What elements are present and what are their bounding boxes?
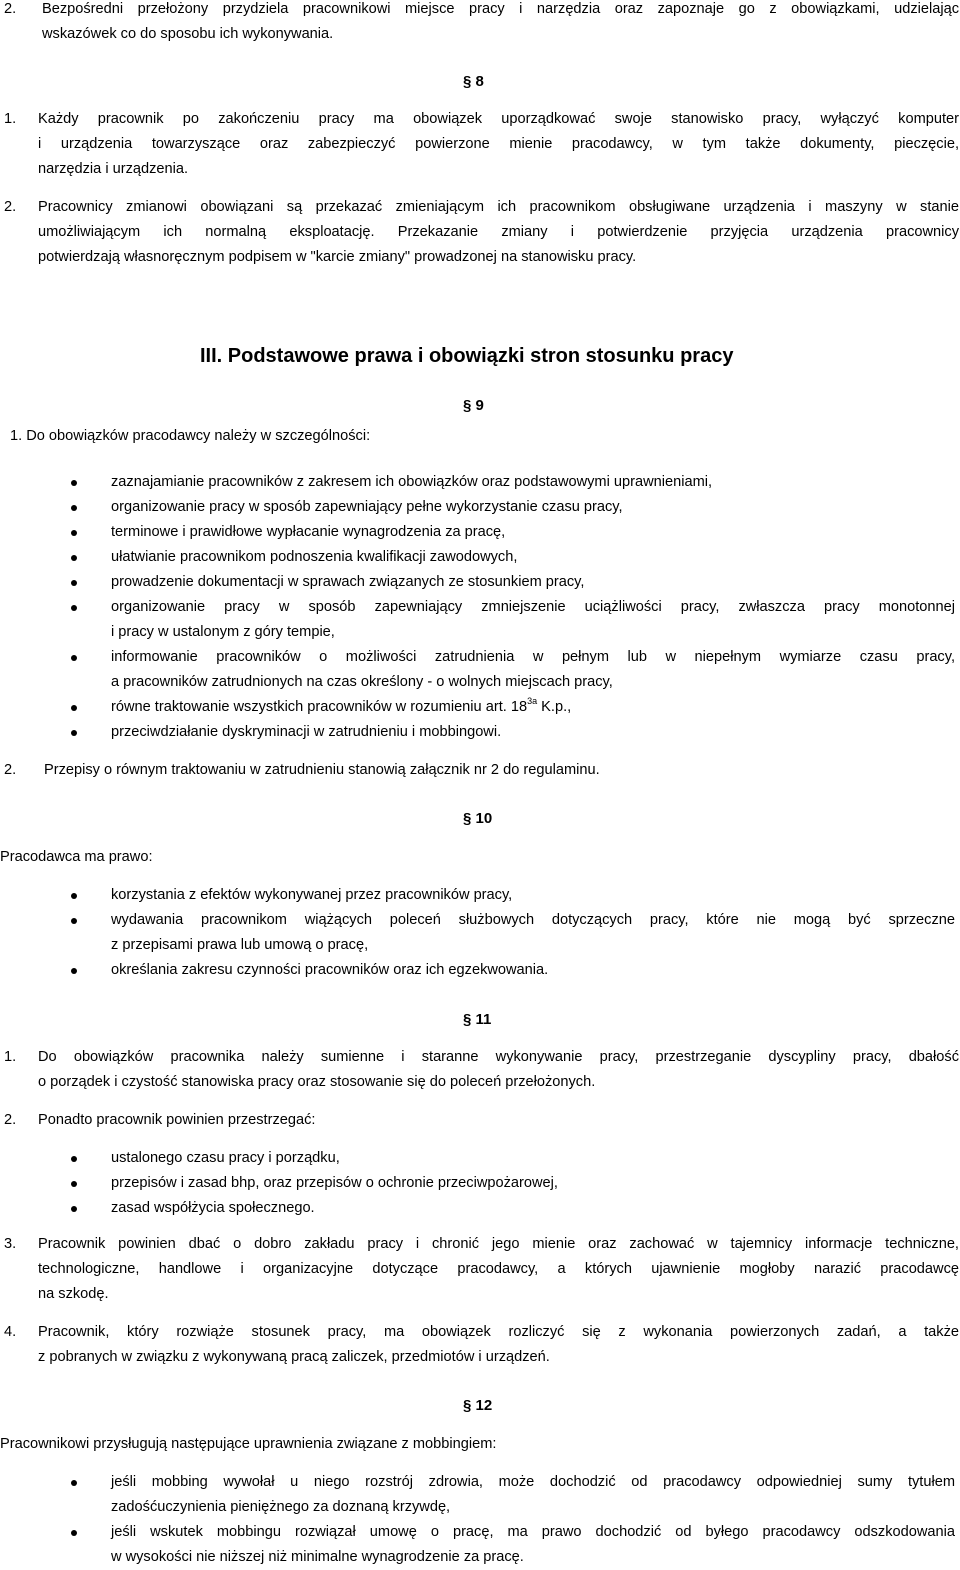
paragraph-line: wskazówek co do sposobu ich wykonywania. xyxy=(42,26,334,42)
employer-rights-list xyxy=(0,883,960,983)
paragraph-line: potwierdzają własnoręcznym podpisem w "karcie zmiany" prowadzonej na stanowisku pracy. xyxy=(38,249,637,265)
list-item: organizowanie pracy w sposób zapewniający zmniejszenie uciążliwości pracy, zwłaszcza pracy monotonnej i pracy w ustalonym z góry tempie, xyxy=(0,595,955,645)
paragraph-number: 4. xyxy=(4,1324,17,1340)
list-item: jeśli wskutek mobbingu rozwiązał umowę o pracę, ma prawo dochodzić od byłego pracodawcy odszkodowania w wysokości nie niższej niż minimalne wynagrodzenie za pracę. xyxy=(0,1520,955,1570)
chapter-heading: III. Podstawowe prawa i obowiązki stron stosunku pracy xyxy=(200,345,734,367)
employee-obligations-list xyxy=(0,1146,960,1221)
section-sign-12: § 12 xyxy=(463,1397,493,1414)
employer-duties-list xyxy=(0,470,960,745)
paragraph-number: 1. xyxy=(4,1049,17,1065)
paragraph-line: Pracownik powinien dbać o dobro zakładu pracy i chronić jego mienie oraz zachować w tajemnicy informacje techniczne, xyxy=(38,1236,959,1252)
paragraph-line: Pracownicy zmianowi obowiązani są przekazać zmieniającym ich pracownikom obsługiwane urządzenia i maszyny w stanie xyxy=(38,199,959,215)
paragraph-number: 3. xyxy=(4,1236,17,1252)
list-item: informowanie pracowników o możliwości zatrudnienia w pełnym lub w niepełnym wymiarze czasu pracy, a pracowników zatrudnionych na czas określony - o wolnych miejscach pracy, xyxy=(0,645,955,695)
section-sign-11: § 11 xyxy=(463,1011,492,1028)
paragraph-line: Ponadto pracownik powinien przestrzegać: xyxy=(38,1112,316,1128)
paragraph-line: z pobranych w związku z wykonywaną pracą zaliczek, przedmiotów i urządzeń. xyxy=(38,1349,550,1365)
paragraph-line: i urządzenia towarzyszące oraz zabezpieczyć powierzone mienie pracodawcy, w tym także dokumenty, pieczęcie, xyxy=(38,136,959,152)
paragraph-number: 2. xyxy=(4,1112,17,1128)
list-item: przeciwdziałanie dyskryminacji w zatrudnieniu i mobbingowi. xyxy=(0,720,955,745)
list-item: wydawania pracownikom wiążących poleceń służbowych dotyczących pracy, które nie mogą być sprzeczne z przepisami prawa lub umową o pracę, xyxy=(0,908,955,958)
list-item: jeśli mobbing wywołał u niego rozstrój zdrowia, może dochodzić od pracodawcy odpowiedniej sumy tytułem zadośćuczynienia pieniężnego za doznaną krzywdę, xyxy=(0,1470,955,1520)
paragraph-9-1: 1. Do obowiązków pracodawcy należy w szczególności: xyxy=(10,428,371,444)
section-sign-8: § 8 xyxy=(463,73,484,90)
paragraph-line: o porządek i czystość stanowiska pracy oraz stosowanie się do poleceń przełożonych. xyxy=(38,1074,596,1090)
paragraph-line: umożliwiającym ich normalną eksploatację. Przekazanie zmiany i potwierdzenie przyjęcia urządzenia pracownicy xyxy=(38,224,959,240)
list-item: zaznajamianie pracowników z zakresem ich obowiązków oraz podstawowymi uprawnieniami, xyxy=(0,470,955,495)
list-item: terminowe i prawidłowe wypłacanie wynagrodzenia za pracę, xyxy=(0,520,955,545)
list-item: ułatwianie pracownikom podnoszenia kwalifikacji zawodowych, xyxy=(0,545,955,570)
list-item: przepisów i zasad bhp, oraz przepisów o ochronie przeciwpożarowej, xyxy=(0,1171,955,1196)
paragraph-line: na szkodę. xyxy=(38,1286,109,1302)
paragraph-line: Pracownik, który rozwiąże stosunek pracy, ma obowiązek rozliczyć się z wykonania powierzonych zadań, a także xyxy=(38,1324,959,1340)
paragraph-line: technologiczne, handlowe i organizacyjne dotyczące pracodawcy, a których ujawnienie mogłoby narazić pracodawcę xyxy=(38,1261,959,1277)
mobbing-rights-list xyxy=(0,1470,960,1570)
paragraph-line: narzędzia i urządzenia. xyxy=(38,161,189,177)
section-sign-9: § 9 xyxy=(463,397,484,414)
list-item: korzystania z efektów wykonywanej przez pracowników pracy, xyxy=(0,883,955,908)
list-item: określania zakresu czynności pracowników oraz ich egzekwowania. xyxy=(0,958,955,983)
list-item: zasad współżycia społecznego. xyxy=(0,1196,955,1221)
list-item: prowadzenie dokumentacji w sprawach związanych ze stosunkiem pracy, xyxy=(0,570,955,595)
paragraph-12-intro: Pracownikowi przysługują następujące uprawnienia związane z mobbingiem: xyxy=(0,1436,497,1452)
paragraph-10-intro: Pracodawca ma prawo: xyxy=(0,849,153,865)
list-item: organizowanie pracy w sposób zapewniający pełne wykorzystanie czasu pracy, xyxy=(0,495,955,520)
paragraph-line: Do obowiązków pracownika należy sumienne i staranne wykonywanie pracy, przestrzeganie dyscypliny pracy, dbałość xyxy=(38,1049,959,1065)
paragraph-number: 2. xyxy=(4,1,17,17)
paragraph-number: 2. xyxy=(4,762,17,778)
paragraph-line: Każdy pracownik po zakończeniu pracy ma obowiązek uporządkować swoje stanowisko pracy, wyłączyć komputer xyxy=(38,111,959,127)
paragraph-number: 2. xyxy=(4,199,17,215)
paragraph-line: Przepisy o równym traktowaniu w zatrudnieniu stanowią załącznik nr 2 do regulaminu. xyxy=(44,762,600,778)
list-item: równe traktowanie wszystkich pracowników w rozumieniu art. $18^{3a}$ K.p., xyxy=(0,695,955,720)
paragraph-number: 1. xyxy=(4,111,17,127)
paragraph-line: Bezpośredni przełożony przydziela pracownikowi miejsce pracy i narzędzia oraz zapoznaje go z obowiązkami, udzielając xyxy=(42,1,959,17)
section-sign-10: § 10 xyxy=(463,810,493,827)
list-item: ustalonego czasu pracy i porządku, xyxy=(0,1146,955,1171)
